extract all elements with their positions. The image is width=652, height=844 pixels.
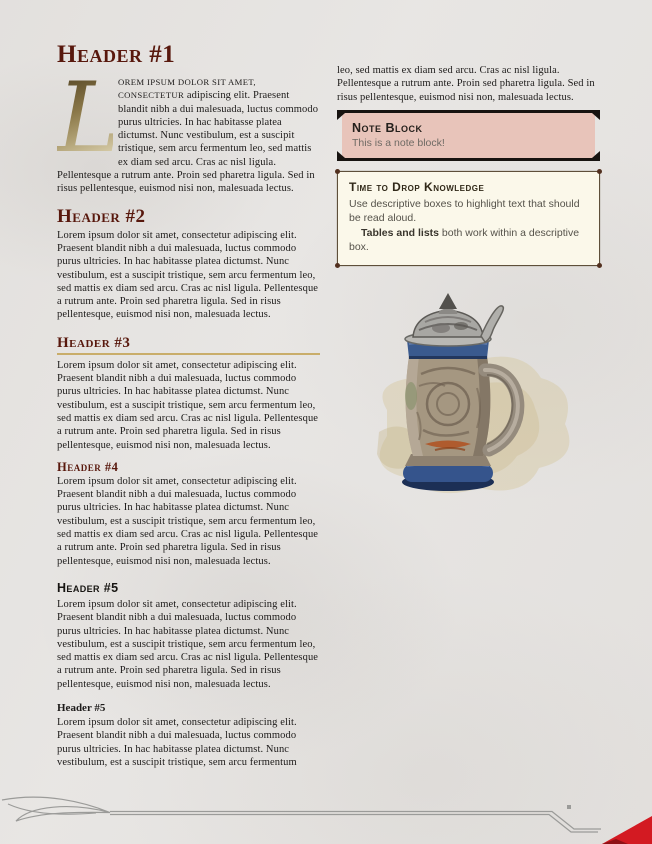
right-column: [337, 38, 600, 794]
note-bottom-border: [337, 158, 600, 161]
note-block-title: Note Block: [352, 120, 423, 135]
header-2: Header #2: [57, 205, 146, 227]
descriptive-box-line1: Use descriptive boxes to highlight text that should be read aloud.: [349, 197, 580, 225]
descriptive-box-title: Time to Drop Knowledge: [349, 179, 485, 194]
header-4: Header #4: [57, 459, 119, 474]
intro-paragraph: [57, 62, 320, 196]
paragraph-h2: Lorem ipsum dolor sit amet, consectetur adipiscing elit. Praesent blandit nibh a dui malesuada, luctus commodo purus ultricies. In hac habitasse platea dictumst. Nunc vestibulum, est a suscipit tristique, sem arcu fermentum leo, sed mattis ex diam sed arcu. Cras ac nisl ligula. Pellentesque a rutrum ante. Proin sed pharetra ligula. Sed in risus pellentesque, euismod nisi non, malesuada lectus.: [57, 229, 319, 321]
continuation-paragraph: leo, sed mattis ex diam sed arcu. Cras ac nisl ligula. Pellentesque a rutrum ante. Proin sed pharetra ligula. Sed in risus pellentesque, euismod nisi non, malesuada lectus.: [337, 65, 595, 103]
header-1: Header #1: [57, 41, 176, 68]
paragraph-h6-partial: Lorem ipsum dolor sit amet, consectetur adipiscing elit. Praesent blandit nibh a dui malesuada, luctus commodo purus ultricies. In hac habitasse platea dictumst. Nunc vestibulum, est a suscipit tristique, sem arcu fermentum: [57, 716, 297, 768]
header-6: Header #5: [57, 701, 106, 714]
paragraph-h3: Lorem ipsum dolor sit amet, consectetur adipiscing elit. Praesent blandit nibh a dui malesuada, luctus commodo purus ultricies. In hac habitasse platea dictumst. Nunc vestibulum, est a suscipit tristique, sem arcu fermentum leo, sed mattis ex diam sed arcu. Cras ac nisl ligula. Pellentesque a rutrum ante. Proin sed pharetra ligula. Sed in risus pellentesque, euismod nisi non, malesuada lectus.: [57, 359, 319, 451]
footer-square-dot: [567, 805, 571, 809]
stein-illustration: [349, 292, 587, 500]
note-block-body: This is a note block!: [352, 136, 445, 149]
descriptive-box-bold: Tables and lists: [361, 226, 439, 239]
corner-dot: [335, 263, 340, 268]
red-corner-triangle: [602, 816, 652, 844]
header-3: Header #3: [57, 335, 320, 355]
note-top-border: [337, 110, 600, 113]
intro-text: adipiscing elit. Praesent blandit nibh a dui malesuada, luctus commodo purus ultricies. In hac habitasse platea dictumst. Nunc vestibulum, est a suscipit tristique, sem arcu fermentum leo, sed mattis ex diam sed arcu. Cras ac nisl ligula. Pellentesque a rutrum ante. Proin sed pharetra ligula. Sed in risus pellentesque, euismod nisi non, malesuada lectus.: [57, 90, 319, 195]
note-block: [342, 113, 595, 158]
paragraph-h4: Lorem ipsum dolor sit amet, consectetur adipiscing elit. Praesent blandit nibh a dui malesuada, luctus commodo purus ultricies. In hac habitasse platea dictumst. Nunc vestibulum, est a suscipit tristique, sem arcu fermentum leo, sed mattis ex diam sed arcu. Cras ac nisl ligula. Pellentesque a rutrum ante. Proin sed pharetra ligula. Sed in risus pellentesque, euismod nisi non, malesuada lectus.: [57, 475, 319, 567]
descriptive-box-line2: Tables and lists both work within a descriptive box.: [349, 226, 580, 254]
header-5: Header #5: [57, 580, 119, 595]
corner-dot: [597, 263, 602, 268]
corner-dot: [335, 169, 340, 174]
intro-lead-smallcaps: OREM IPSUM DOLOR SIT AMET, CONSECTETUR: [118, 77, 256, 101]
descriptive-box: [337, 171, 600, 266]
drop-cap-letter: L: [57, 62, 121, 174]
beer-stein-image: [349, 292, 587, 505]
left-column: [57, 38, 320, 794]
corner-dot: [597, 169, 602, 174]
page-footer-ornament: [0, 794, 652, 844]
paragraph-h5: Lorem ipsum dolor sit amet, consectetur adipiscing elit. Praesent blandit nibh a dui malesuada, luctus commodo purus ultricies. In hac habitasse platea dictumst. Nunc vestibulum, est a suscipit tristique, sem arcu fermentum leo, sed mattis ex diam sed arcu. Cras ac nisl ligula. Pellentesque a rutrum ante. Proin sed pharetra ligula. Sed in risus pellentesque, euismod nisi non, malesuada lectus.: [57, 598, 319, 690]
